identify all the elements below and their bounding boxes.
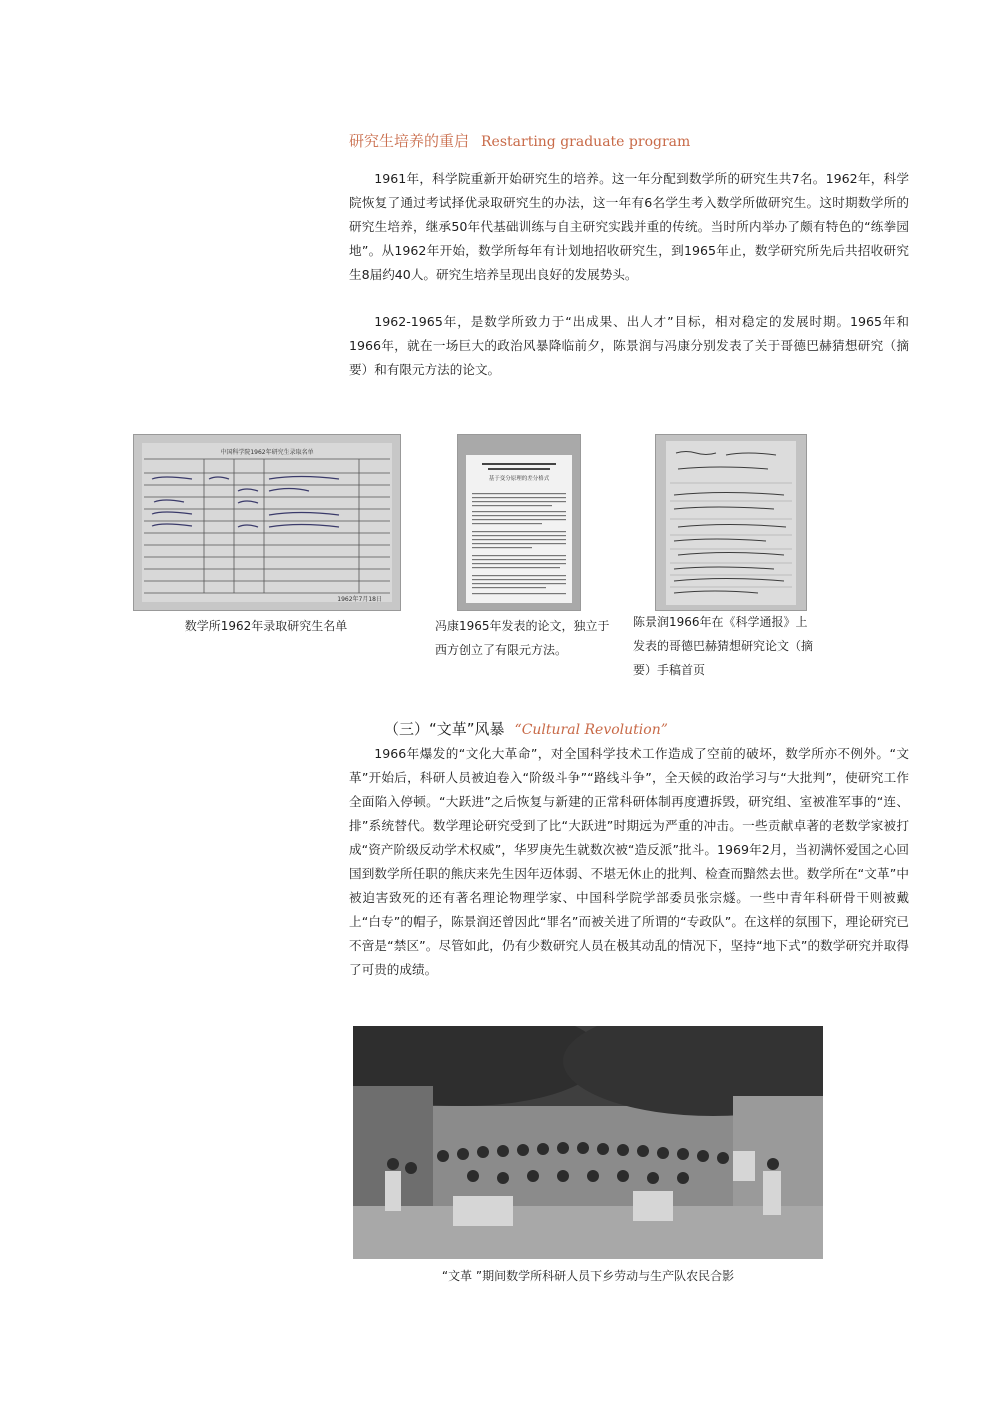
figure-caption-enrollment: 数学所1962年录取研究生名单 <box>184 619 348 633</box>
paragraph-graduate-program: 1961年，科学院重新开始研究生的培养。这一年分配到数学所的研究生共7名。1962年，科学院恢复了通过考试择优录取研究生的办法，这一年有6名学生考入数学所做研究生。这时期数学所的研究生培养，继承50年代基础训练与自主研究实践并重的传统。当时所内举办了颇有特色的“练拳园地”。从1962年开始，数学所每年有计划地招收研究生，到1965年止，数学研究所先后共招收研究生8届约40人。研究生培养呈现出良好的发展势头。 <box>349 171 909 282</box>
group-photo <box>353 1026 823 1259</box>
figure-caption-feng-kang: 冯康1965年发表的论文，独立于西方创立了有限元方法。 <box>435 619 610 657</box>
section-title-en: Restarting graduate program <box>481 134 691 150</box>
heading-en: “Cultural Revolution” <box>514 722 668 738</box>
feng-kang-paper-photo <box>457 434 581 611</box>
list-heading: 中国科学院1962年研究生录取名单 <box>220 449 314 456</box>
chen-jingrun-manuscript-photo <box>655 434 807 611</box>
paper-title: 基于变分原理的差分格式 <box>488 476 550 482</box>
heading-zh: （三）“文革”风暴 <box>384 720 505 738</box>
section-title <box>349 130 690 151</box>
enrollment-list-photo <box>133 434 401 611</box>
paragraph-stable-period: 1962-1965年，是数学所致力于“出成果、出人才”目标，相对稳定的发展时期。1965年和1966年，就在一场巨大的政治风暴降临前夕，陈景润与冯康分别发表了关于哥德巴赫猜想研究（摘要）和有限元方法的论文。 <box>349 314 909 377</box>
section-title-zh: 研究生培养的重启 <box>349 132 470 150</box>
list-date: 1962年7月18日 <box>337 596 382 603</box>
paragraph-cultural-revolution: 1966年爆发的“文化大革命”，对全国科学技术工作造成了空前的破坏，数学所亦不例外。“文革”开始后，科研人员被迫卷入“阶级斗争”“路线斗争”，全天候的政治学习与“大批判”，使研究工作全面陷入停顿。“大跃进”之后恢复与新建的正常科研体制再度遭拆毁，研究组、室被准军事的“连、排”系统替代。数学理论研究受到了比“大跃进”时期远为严重的冲击。一些贡献卓著的老数学家被打成“资产阶级反动学术权威”，华罗庚先生就数次被“造反派”批斗。1969年2月，当初满怀爱国之心回国到数学所任职的熊庆来先生因年迈体弱、不堪无休止的批判、检查而黯然去世。数学所在“文革”中被迫害致死的还有著名理论物理学家、中国科学院学部委员张宗燧。一些中青年科研骨干则被戴上“白专”的帽子，陈景润还曾因此“罪名”而被关进了所谓的“专政队”。在这样的氛围下，理论研究已不啻是“禁区”。尽管如此，仍有少数研究人员在极其动乱的情况下，坚持“地下式”的数学研究并取得了可贵的成绩。 <box>349 746 909 977</box>
group-photo-caption: “文革 ”期间数学所科研人员下乡劳动与生产队农民合影 <box>441 1269 735 1283</box>
section-heading-cultural-revolution <box>384 718 668 739</box>
figure-caption-chen-jingrun: 陈景润1966年在《科学通报》上发表的哥德巴赫猜想研究论文（摘要）手稿首页 <box>633 615 814 677</box>
